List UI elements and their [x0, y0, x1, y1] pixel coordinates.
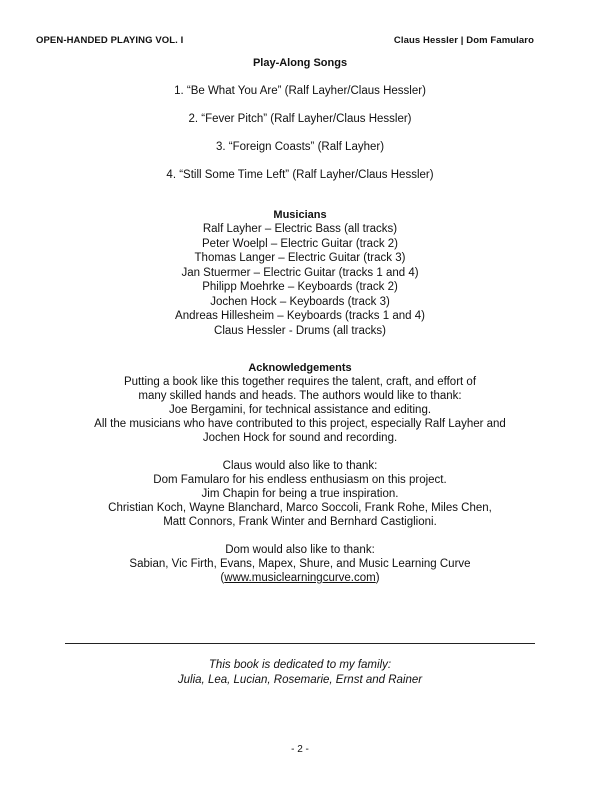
ack-text-line: many skilled hands and heads. The authors would like to thank: [138, 390, 462, 402]
ack-text-line: Sabian, Vic Firth, Evans, Mapex, Shure, and Music Learning Curve [129, 558, 471, 570]
book-title-header: OPEN-HANDED PLAYING VOL. I [36, 35, 184, 46]
ack-text-line: Jochen Hock for sound and recording. [202, 432, 398, 444]
song-item: 4. “Still Some Time Left” (Ralf Layher/Claus Hessler) [166, 169, 434, 181]
ack-text-line: Claus would also like to thank: [222, 460, 378, 472]
musician-credit: Ralf Layher – Electric Bass (all tracks) [202, 223, 398, 235]
dedication [0, 658, 600, 688]
dedication-line: This book is dedicated to my family: [208, 659, 392, 671]
acknowledgements-heading: Acknowledgements [248, 362, 352, 374]
ack-text-line: Dom would also like to thank: [225, 544, 375, 556]
authors-header: Claus Hessler | Dom Famularo [393, 35, 534, 46]
paragraph-gap [0, 529, 600, 543]
open-paren: ( [220, 572, 225, 584]
page-number: - 2 - [291, 744, 309, 755]
ack-text-line: Christian Koch, Wayne Blanchard, Marco Soccoli, Frank Rohe, Miles Chen, [108, 502, 492, 514]
songs-heading: Play-Along Songs [252, 57, 348, 69]
close-paren: ) [375, 572, 380, 584]
song-item: 2. “Fever Pitch” (Ralf Layher/Claus Hessler) [188, 113, 412, 125]
dedication-names: Julia, Lea, Lucian, Rosemarie, Ernst and Rainer [177, 674, 423, 686]
musicians-heading: Musicians [273, 209, 327, 221]
ack-text-line: All the musicians who have contributed to this project, especially Ralf Layher and [94, 418, 506, 430]
paragraph-gap [0, 445, 600, 459]
musician-credit: Andreas Hillesheim – Keyboards (tracks 1 and 4) [175, 310, 425, 322]
ack-text-line: Joe Bergamini, for technical assistance and editing. [168, 404, 432, 416]
song-item: 3. “Foreign Coasts” (Ralf Layher) [215, 141, 385, 153]
musician-credit: Thomas Langer – Electric Guitar (track 3) [194, 252, 406, 264]
website-line [0, 571, 600, 585]
website-link[interactable]: www.musiclearningcurve.com [224, 572, 376, 584]
musician-credit: Jochen Hock – Keyboards (track 3) [210, 295, 390, 308]
ack-text-line: Putting a book like this together requires the talent, craft, and effort of [123, 376, 477, 388]
musician-credit: Peter Woelpl – Electric Guitar (track 2) [202, 237, 398, 250]
musician-credit: Claus Hessler - Drums (all tracks) [214, 324, 386, 337]
ack-text-line: Dom Famularo for his endless enthusiasm on this project. [153, 474, 447, 486]
musician-credit: Philipp Moehrke – Keyboards (track 2) [202, 281, 398, 293]
play-along-songs-section [0, 56, 600, 196]
musicians-section [0, 208, 600, 338]
horizontal-divider [65, 643, 535, 644]
ack-text-line: Jim Chapin for being a true inspiration. [201, 488, 399, 500]
musician-credit: Jan Stuermer – Electric Guitar (tracks 1 and 4) [181, 266, 419, 279]
song-item: 1. “Be What You Are” (Ralf Layher/Claus Hessler) [174, 85, 426, 97]
ack-text-line: Matt Connors, Frank Winter and Bernhard Castiglioni. [163, 516, 437, 528]
running-header [36, 35, 534, 49]
acknowledgements-section [0, 362, 600, 585]
